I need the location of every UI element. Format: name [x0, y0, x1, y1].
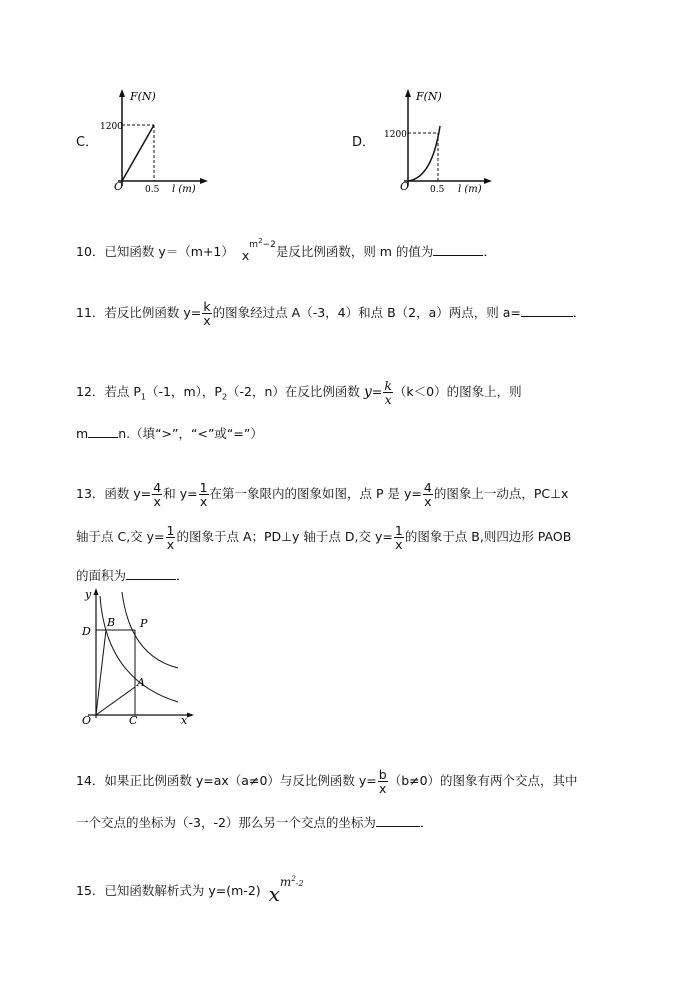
- q12-text-1: 若点 P: [104, 384, 141, 399]
- q13-line2-c: 的图象于点 B,则四边形 PAOB: [404, 529, 572, 544]
- q14-text-1: 如果正比例函数 y=ax（a≠0）与反比例函数 y=: [104, 773, 377, 788]
- q12-sub-2: 2: [221, 392, 228, 402]
- q15-number: 15．: [76, 883, 105, 899]
- q13-f3-den: x: [424, 494, 432, 509]
- question-12-line-2: [76, 424, 263, 443]
- q14-number: 14．: [76, 773, 105, 788]
- q13-answer-blank[interactable]: [126, 566, 176, 580]
- q11-answer-blank[interactable]: [521, 303, 573, 317]
- q11-frac-num: k: [203, 299, 211, 314]
- q14-frac-den: x: [379, 781, 387, 796]
- q13-fig-y: y: [85, 588, 92, 601]
- q10-text-1: 已知函数 y＝（m+1）: [104, 244, 234, 260]
- q12-frac-num: k: [384, 378, 392, 393]
- q12-line2-rest: n.（填“>”，“<”或“=”）: [118, 426, 263, 441]
- q12-fraction: [383, 379, 393, 406]
- q10-text-2: 是反比例函数，则 m 的值为: [275, 244, 434, 260]
- q12-text-4: （k＜0）的图象上，则: [393, 384, 522, 399]
- q13-f2-num: 1: [199, 480, 208, 495]
- q15-exp-minus2: -2: [295, 879, 304, 888]
- q13-fig-a: A: [137, 676, 145, 689]
- q13-line2-b: 的图象于点 A；PD⊥y 轴于点 D,交 y=: [176, 529, 393, 544]
- q12-y: y: [363, 384, 372, 400]
- q15-exp-2: 2: [291, 875, 296, 883]
- option-c-xtick: 0.5: [145, 185, 160, 195]
- question-13: [76, 481, 568, 508]
- q11-text-1: 若反比例函数 y=: [104, 305, 202, 320]
- q13-number: 13．: [76, 486, 105, 501]
- q13-line3-b: ．: [176, 568, 189, 583]
- q13-f3-num: 4: [423, 480, 432, 495]
- q12-answer-blank[interactable]: [88, 424, 118, 438]
- q13-fig-b: B: [107, 616, 116, 629]
- option-c-origin: O: [114, 180, 124, 193]
- q13-fraction-2: [199, 481, 209, 508]
- q13-line3-a: 的面积为: [76, 568, 127, 583]
- q14-line2-a: 一个交点的坐标为（-3，-2）那么另一个交点的坐标为: [76, 815, 376, 830]
- q14-line2-b: ．: [419, 815, 433, 830]
- q12-line2-m: m: [76, 426, 89, 441]
- q10-end: ．: [483, 244, 496, 260]
- option-d-graph: [384, 86, 494, 196]
- option-c-ytick: 1200: [100, 122, 123, 132]
- q15-exp-m: m: [279, 875, 292, 889]
- q12-number: 12．: [76, 384, 105, 399]
- option-c-ylabel: F(N): [130, 90, 156, 103]
- q10-number: 10．: [76, 244, 105, 260]
- q10-answer-blank[interactable]: [433, 242, 483, 256]
- q13-f5-den: x: [395, 537, 403, 552]
- q13-line2-a: 轴于点 C,交 y=: [76, 529, 165, 544]
- q14-text-2: （b≠0）的图象有两个交点，其中: [388, 773, 578, 788]
- q13-f2-den: x: [199, 494, 208, 509]
- q13-fraction-1: [152, 481, 162, 508]
- q13-fraction-3: [423, 481, 433, 508]
- question-14: [76, 768, 578, 795]
- q13-f4-den: x: [166, 537, 175, 552]
- q13-fig-p: P: [140, 617, 148, 630]
- q13-fig-c: C: [129, 714, 138, 726]
- q13-fig-x: x: [181, 714, 188, 726]
- q13-f5-num: 1: [394, 523, 403, 538]
- q13-fraction-4: [166, 524, 176, 551]
- option-d-ylabel: F(N): [416, 90, 442, 103]
- q15-exponent: [279, 875, 304, 889]
- q12-text-3: （-2，n）在反比例函数: [227, 384, 360, 399]
- q13-text-2: 和 y=: [163, 486, 198, 501]
- q11-text-2: 的图象经过点 A（-3，4）和点 B（2，a）两点，则 a=: [212, 305, 521, 320]
- q12-frac-den: x: [384, 392, 392, 407]
- q13-text-1: 函数 y=: [104, 486, 152, 501]
- question-13-line-3: [76, 566, 189, 585]
- option-c-xlabel: l (m): [172, 184, 196, 195]
- question-15: [76, 875, 304, 907]
- option-d-origin: O: [400, 180, 410, 193]
- q14-fraction: [378, 768, 388, 795]
- q10-exponent: [249, 237, 276, 250]
- q10-base: x: [241, 248, 250, 264]
- q15-base: x: [268, 882, 280, 907]
- q13-figure: [78, 586, 200, 726]
- question-13-line-2: [76, 524, 571, 551]
- question-10: [76, 237, 496, 264]
- q13-text-4: 的图象上一动点，PC⊥x: [433, 486, 569, 501]
- q13-f1-den: x: [153, 494, 161, 509]
- q13-f4-num: 1: [166, 523, 175, 538]
- q11-fraction: [202, 300, 211, 327]
- option-d-label: D．: [352, 135, 376, 150]
- q14-answer-blank[interactable]: [376, 813, 420, 827]
- q13-text-3: 在第一象限内的图象如图，点 P 是 y=: [209, 486, 422, 501]
- q11-number: 11．: [76, 305, 105, 320]
- q10-exp-m: m: [249, 240, 259, 250]
- q13-fig-o: O: [82, 714, 92, 726]
- option-c-graph: [100, 86, 210, 196]
- q13-f1-num: 4: [153, 480, 162, 495]
- q10-exp-minus2: −2: [262, 240, 276, 250]
- option-d-xlabel: l (m): [458, 184, 482, 195]
- q12-text-2: （-1，m），P: [146, 384, 222, 399]
- question-12: [76, 379, 522, 407]
- q14-frac-num: b: [378, 767, 387, 782]
- option-d-ytick: 1200: [384, 130, 407, 140]
- q15-text-1: 已知函数解析式为 y=(m-2): [104, 883, 261, 899]
- q12-sub-1: 1: [140, 392, 147, 402]
- option-d-xtick: 0.5: [430, 185, 445, 195]
- question-14-line-2: [76, 813, 432, 832]
- q13-fig-d: D: [82, 625, 91, 638]
- q10-exp-2: 2: [258, 237, 263, 245]
- q13-fraction-5: [394, 524, 404, 551]
- q12-eq: =: [371, 384, 383, 399]
- question-11: [76, 300, 585, 327]
- q11-end: ．: [572, 305, 586, 320]
- q11-frac-den: x: [203, 313, 211, 328]
- option-c-label: C．: [76, 135, 99, 150]
